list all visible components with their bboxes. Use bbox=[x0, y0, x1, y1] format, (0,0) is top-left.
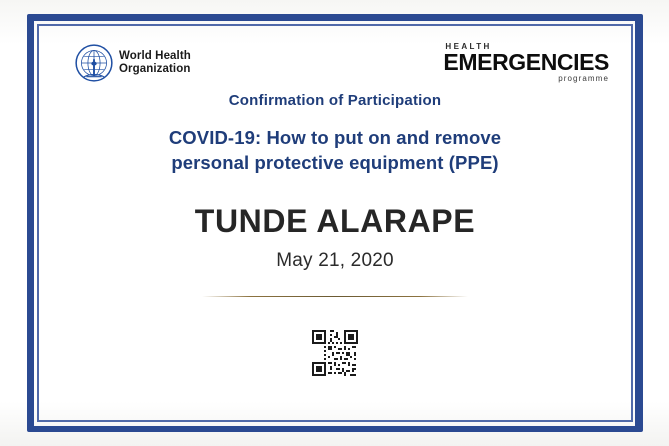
qr-code-icon[interactable] bbox=[308, 326, 362, 380]
issue-date: May 21, 2020 bbox=[276, 250, 394, 271]
course-title bbox=[37, 125, 633, 175]
he-top-line: HEALTH bbox=[445, 42, 492, 51]
ornamental-divider bbox=[202, 296, 468, 297]
who-logo bbox=[75, 44, 191, 82]
certificate-heading: Confirmation of Participation bbox=[228, 92, 442, 109]
who-emblem-icon bbox=[75, 44, 113, 82]
certificate-content bbox=[37, 24, 633, 422]
who-name-line2: Organization bbox=[119, 63, 191, 75]
health-emergencies-logo-icon bbox=[443, 42, 609, 83]
he-sub-line: programme bbox=[558, 74, 609, 83]
course-title-line2: personal protective equipment (PPE) bbox=[171, 152, 499, 173]
participant-name: TUNDE ALARAPE bbox=[194, 203, 476, 239]
who-name-line1: World Health bbox=[119, 50, 191, 62]
who-logo-text bbox=[119, 50, 191, 76]
certificate-text-block bbox=[37, 92, 633, 272]
he-main-line: EMERGENCIES bbox=[443, 49, 609, 75]
course-title-line1: COVID-19: How to put on and remove bbox=[168, 127, 502, 148]
